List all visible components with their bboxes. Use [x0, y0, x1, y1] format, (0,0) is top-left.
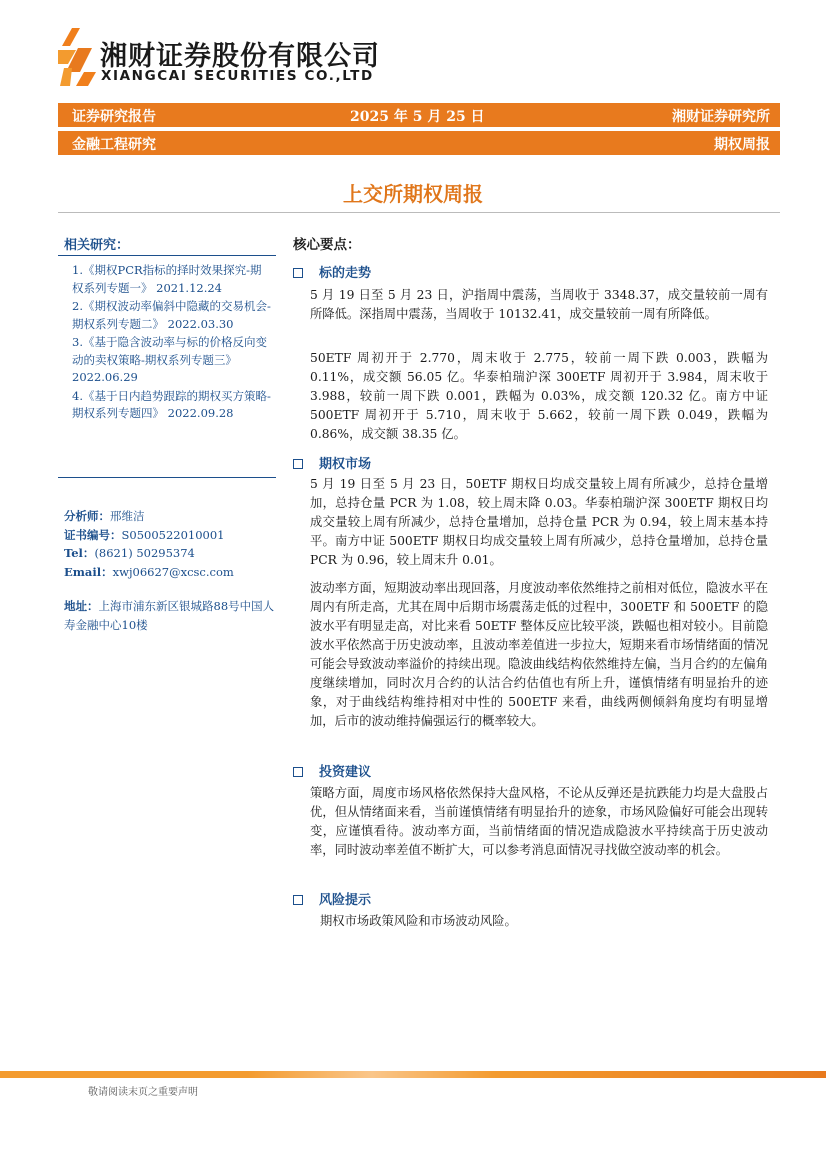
analyst-label: 分析师： [64, 509, 110, 523]
paragraph: 5 月 19 日至 5 月 23 日，50ETF 期权日均成交量较上周有所减少，总持仓量增加，总持仓量 PCR 为 1.08，较上周末降 0.03。华泰柏瑞沪深 300ETF 期权日均成交量较上周有所减少，总持仓量增加，总持仓量 PCR 为 0.94，较上周末基本持平。南方中证 500ETF 期权日均成交量较上周有所减少，总持仓量增加，总持仓量 PCR 为 0.96，较上周末升 0.01。 [310, 477, 768, 567]
checkbox-bullet-icon [293, 459, 303, 469]
header-band-top [58, 103, 780, 127]
cert-label: 证书编号： [64, 527, 122, 542]
research-institute: 湘财证券研究所 [672, 109, 770, 125]
paragraph: 50ETF 周初开于 2.770，周末收于 2.775，较前一周下跌 0.003，跌幅为 0.11%，成交额 56.05 亿。华泰柏瑞沪深 300ETF 周初开于 3.984，周末收于 3.988，较前一周下跌 0.001，跌幅为 0.03%，成交额 120.32 亿。南方中证 500ETF 周初开于 5.710，周末收于 5.662，较前一周下跌 0.049，跌幅为 0.86%，成交额 38.35 亿。 [310, 351, 768, 441]
report-series: 期权周报 [714, 137, 770, 153]
section-heading-options-market: 期权市场 [293, 453, 371, 472]
paragraph: 5 月 19 日至 5 月 23 日，沪指周中震荡，当周收于 3348.37，成交量较前一周有所降低。深指周中震荡，当周收于 10132.41，成交量较前一周有所降低。 [310, 288, 768, 321]
reference-item[interactable]: 2.《期权波动率偏斜中隐藏的交易机会-期权系列专题二》 2022.03.30 [72, 299, 271, 331]
paragraph: 策略方面，周度市场风格依然保持大盘风格，不论从反弹还是抗跌能力均是大盘股占优，但从情绪面来看，当前谨慎情绪有明显抬升的迹象，市场风险偏好可能会出现转变，应谨慎看待。波动率方面，当前情绪面的情况造成隐波水平持续高于历史波动率，同时波动率差值不断扩大，可以参考消息面情况寻找做空波动率的机会。 [310, 786, 768, 857]
address-text: 上海市浦东新区银城路88号中国人寿金融中心10楼 [64, 599, 275, 632]
cert-number: S0500522010001 [121, 527, 225, 542]
report-type: 证券研究报告 [72, 109, 156, 125]
email-address[interactable]: xwj06627@xcsc.com [112, 564, 234, 579]
paragraph: 波动率方面，短期波动率出现回落，月度波动率依然维持之前相对低位，隐波水平在周内有所走高，尤其在周中后期市场震荡走低的过程中，300ETF 和 500ETF 的隐波水平有明显走高，对比来看 50ETF 整体反应比较平淡，跌幅也相对较小。目前隐波水平依然高于历史波动率，且波动率差值进一步拉大，短期来看市场情绪面的情况可能会导致波动率溢价的持续出现。隐波曲线结构依然维持左偏，当月合约的左偏角度继续增加，同时次月合约的认沽合约估值也有所上升，谨慎情绪有明显抬升的迹象，对于曲线结构维持相对中性的 500ETF 来看，曲线两侧倾斜角度均有明显增加，后市的波动维持偏强运行的概率较大。 [310, 581, 768, 728]
logo-mark-icon [58, 28, 98, 86]
analyst-name: 邢维洁 [110, 509, 145, 523]
sidebar-rule-top [58, 255, 276, 256]
tel-number: (8621) 50295374 [94, 546, 195, 560]
address-label: 地址： [64, 599, 99, 613]
sidebar-rule-bottom [58, 477, 276, 478]
tel-label: Tel： [64, 546, 95, 560]
checkbox-bullet-icon [293, 895, 303, 905]
reference-list [72, 262, 272, 424]
report-date: 2025 年 5 月 25 日 [350, 109, 485, 125]
company-name-cn: 湘财证券股份有限公司 [100, 41, 380, 72]
address-block [64, 597, 280, 634]
core-points-heading: 核心要点： [293, 237, 361, 253]
reference-item[interactable]: 3.《基于隐含波动率与标的价格反向变动的卖权策略-期权系列专题三》 2022.06.29 [72, 335, 267, 384]
related-research-heading: 相关研究： [64, 238, 130, 253]
footer-disclaimer-note: 敬请阅读末页之重要声明 [88, 1087, 198, 1098]
analyst-info [64, 507, 234, 581]
reference-item[interactable]: 1.《期权PCR指标的择时效果探究-期权系列专题一》 2021.12.24 [72, 263, 262, 295]
page-title: 上交所期权周报 [343, 182, 483, 206]
footer-stripe [0, 1071, 826, 1078]
company-logo [58, 28, 378, 88]
company-name-en: XIANGCAI SECURITIES CO.,LTD [101, 68, 374, 84]
reference-item[interactable]: 4.《基于日内趋势跟踪的期权买方策略-期权系列专题四》 2022.09.28 [72, 388, 271, 420]
title-divider [58, 212, 780, 213]
paragraph: 期权市场政策风险和市场波动风险。 [320, 914, 517, 928]
checkbox-bullet-icon [293, 268, 303, 278]
header-band-bottom [58, 131, 780, 155]
section-heading-risk: 风险提示 [293, 889, 371, 908]
research-category: 金融工程研究 [72, 137, 156, 153]
email-label: Email： [64, 564, 113, 579]
section-heading-investment-advice: 投资建议 [293, 761, 371, 780]
checkbox-bullet-icon [293, 767, 303, 777]
section-heading-underlying: 标的走势 [293, 262, 371, 281]
